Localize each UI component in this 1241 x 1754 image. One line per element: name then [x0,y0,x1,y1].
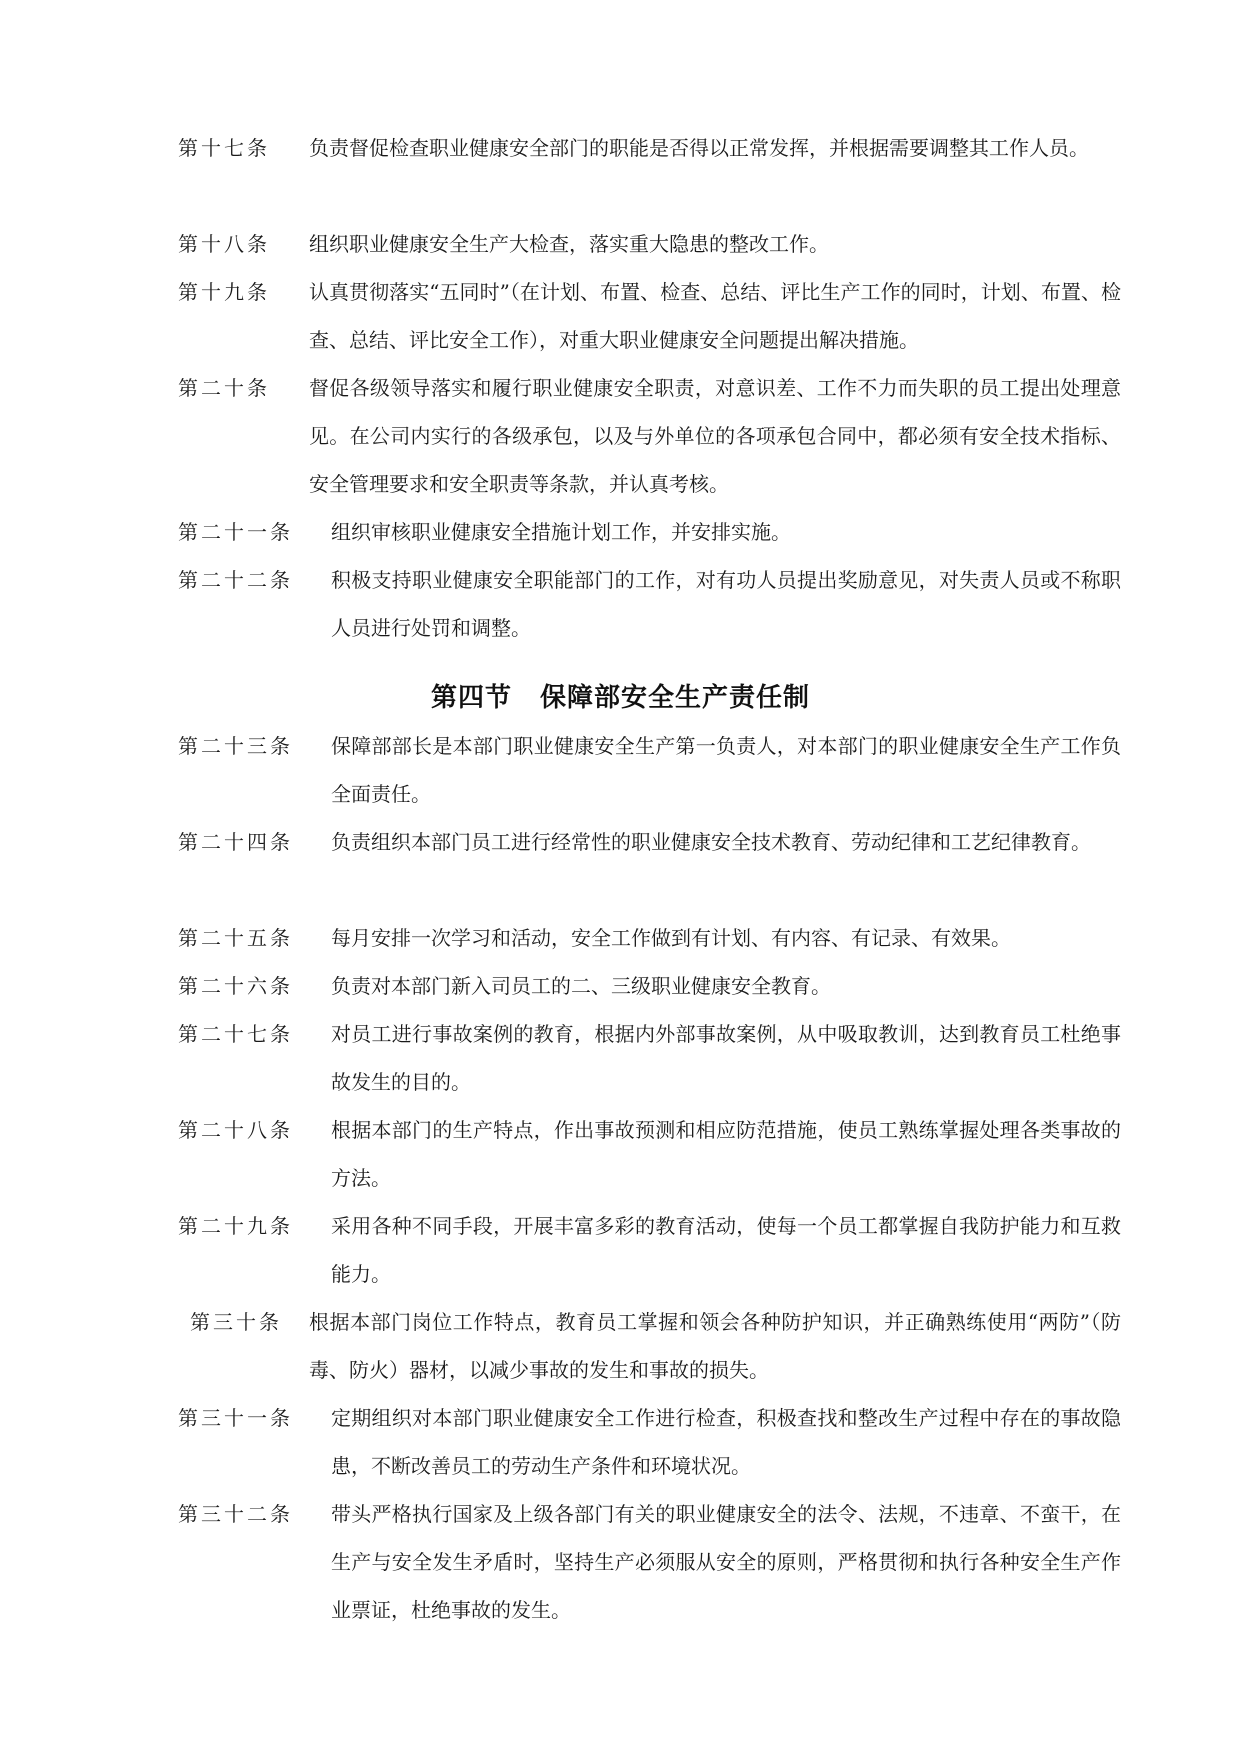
article-19 [178,268,1128,364]
article-22 [178,556,1128,652]
article-27 [178,1010,1128,1106]
article-text: 负责对本部门新入司员工的二、三级职业健康安全教育。 [331,974,831,998]
article-number: 第二十九条 [178,1214,293,1238]
article-number: 第十七条 [178,136,270,160]
section-title: 保障部安全生产责任制 [540,683,811,713]
article-number: 第二十条 [178,376,270,400]
article-28 [178,1106,1128,1202]
article-18 [178,220,1128,268]
article-number: 第十八条 [178,232,270,256]
article-text: 定期组织对本部门职业健康安全工作进行检查，积极查找和整改生产过程中存在的事故隐患，不断改善员工的劳动生产条件和环境状况。 [331,1406,1121,1478]
article-number: 第十九条 [178,280,270,304]
article-number: 第二十三条 [178,734,293,758]
article-text: 负责组织本部门员工进行经常性的职业健康安全技术教育、劳动纪律和工艺纪律教育。 [331,830,1091,854]
article-26 [178,962,1128,1010]
article-number: 第二十六条 [178,974,293,998]
article-29 [178,1202,1128,1298]
article-23 [178,722,1128,818]
section-number: 第四节 [430,683,512,713]
article-24 [178,818,1128,866]
article-text: 采用各种不同手段，开展丰富多彩的教育活动，使每一个员工都掌握自我防护能力和互救能力。 [331,1214,1121,1286]
article-32 [178,1490,1128,1634]
article-number: 第三十条 [190,1310,282,1334]
article-text: 保障部部长是本部门职业健康安全生产第一负责人，对本部门的职业健康安全生产工作负全面责任。 [331,734,1121,806]
article-text: 组织审核职业健康安全措施计划工作，并安排实施。 [331,520,791,544]
article-text: 对员工进行事故案例的教育，根据内外部事故案例，从中吸取教训，达到教育员工杜绝事故发生的目的。 [331,1022,1121,1094]
article-number: 第二十八条 [178,1118,293,1142]
article-number: 第二十五条 [178,926,293,950]
article-31 [178,1394,1128,1490]
article-text: 组织职业健康安全生产大检查，落实重大隐患的整改工作。 [309,232,829,256]
article-30 [178,1298,1128,1394]
article-number: 第二十二条 [178,568,293,592]
section-heading [0,678,1241,718]
article-number: 第二十七条 [178,1022,293,1046]
article-text: 带头严格执行国家及上级各部门有关的职业健康安全的法令、法规，不违章、不蛮干，在生产与安全发生矛盾时，坚持生产必须服从安全的原则，严格贯彻和执行各种安全生产作业票证，杜绝事故的发生。 [331,1502,1121,1622]
article-number: 第三十二条 [178,1502,293,1526]
article-17 [178,124,1128,172]
article-text: 督促各级领导落实和履行职业健康安全职责，对意识差、工作不力而失职的员工提出处理意见。在公司内实行的各级承包，以及与外单位的各项承包合同中，都必须有安全技术指标、安全管理要求和安全职责等条款，并认真考核。 [309,376,1121,496]
article-text: 认真贯彻落实“五同时”（在计划、布置、检查、总结、评比生产工作的同时，计划、布置、检查、总结、评比安全工作），对重大职业健康安全问题提出解决措施。 [309,280,1121,352]
article-20 [178,364,1128,508]
article-text: 负责督促检查职业健康安全部门的职能是否得以正常发挥，并根据需要调整其工作人员。 [309,136,1089,160]
article-text: 根据本部门岗位工作特点，教育员工掌握和领会各种防护知识，并正确熟练使用“两防”（防毒、防火）器材，以减少事故的发生和事故的损失。 [309,1310,1121,1382]
article-text: 根据本部门的生产特点，作出事故预测和相应防范措施，使员工熟练掌握处理各类事故的方法。 [331,1118,1121,1190]
article-text: 积极支持职业健康安全职能部门的工作，对有功人员提出奖励意见，对失责人员或不称职人员进行处罚和调整。 [331,568,1121,640]
article-text: 每月安排一次学习和活动，安全工作做到有计划、有内容、有记录、有效果。 [331,926,1011,950]
article-21 [178,508,1128,556]
article-number: 第二十一条 [178,520,293,544]
article-number: 第三十一条 [178,1406,293,1430]
article-number: 第二十四条 [178,830,293,854]
article-25 [178,914,1128,962]
